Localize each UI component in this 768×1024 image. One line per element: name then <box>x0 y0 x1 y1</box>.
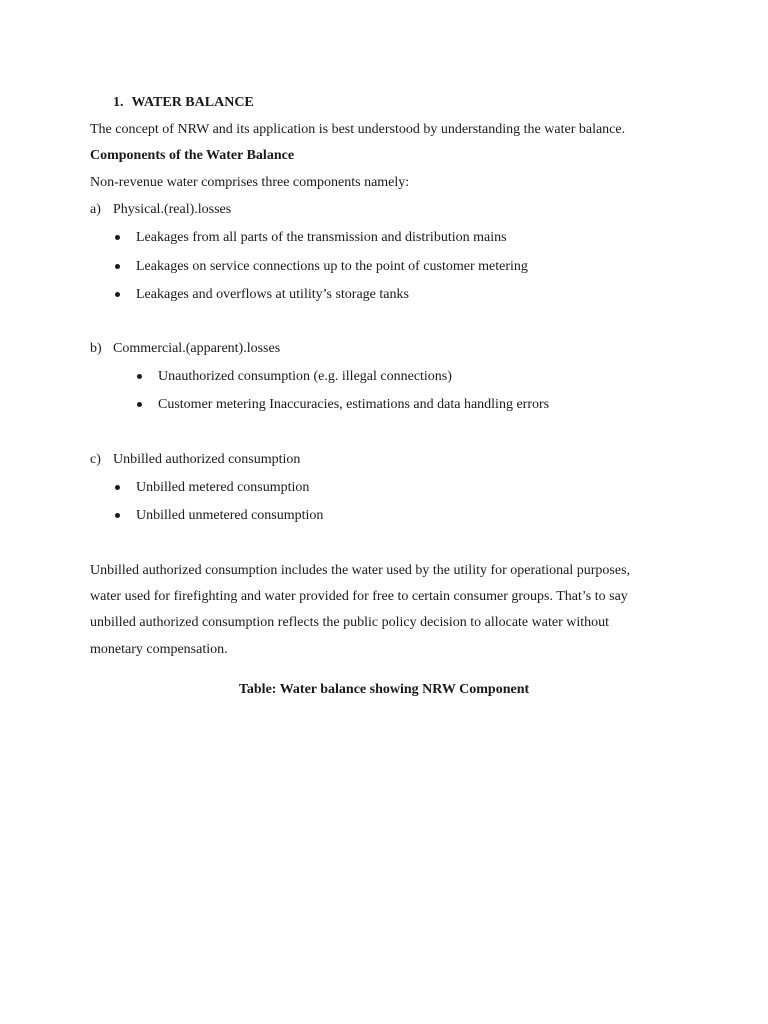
list-item: Leakages and overflows at utility’s storage tanks <box>136 287 409 302</box>
section-number: 1. <box>113 95 124 110</box>
section-a-label: Physical.(real).losses <box>113 202 232 217</box>
paragraph-line: water used for firefighting and water provided for free to certain consumer groups. That’s to say <box>90 589 628 604</box>
paragraph-line: monetary compensation. <box>90 642 228 657</box>
list-item: Leakages from all parts of the transmission and distribution mains <box>136 230 507 245</box>
list-item: Customer metering Inaccuracies, estimations and data handling errors <box>158 397 550 412</box>
section-b-marker: b) <box>90 341 102 356</box>
components-intro: Non-revenue water comprises three components namely: <box>90 175 410 190</box>
list-item: Unauthorized consumption (e.g. illegal connections) <box>158 369 452 384</box>
bullet-icon <box>137 402 142 407</box>
bullet-icon <box>115 485 120 490</box>
section-c-marker: c) <box>90 452 101 467</box>
list-item: Unbilled unmetered consumption <box>136 508 324 523</box>
paragraph-line: unbilled authorized consumption reflects the public policy decision to allocate water without <box>90 615 610 630</box>
bullet-icon <box>115 513 120 518</box>
bullet-icon <box>115 235 120 240</box>
section-b-label: Commercial.(apparent).losses <box>113 341 281 356</box>
list-item: Leakages on service connections up to the point of customer metering <box>136 259 528 274</box>
paragraph-line: Unbilled authorized consumption includes the water used by the utility for operational purposes, <box>90 563 631 578</box>
bullet-icon <box>115 264 120 269</box>
intro-text: The concept of NRW and its application is best understood by understanding the water balance. <box>90 122 626 137</box>
section-c-label: Unbilled authorized consumption <box>113 452 301 467</box>
bullet-icon <box>115 292 120 297</box>
bullet-icon <box>137 374 142 379</box>
list-item: Unbilled metered consumption <box>136 480 310 495</box>
section-a-marker: a) <box>90 202 101 217</box>
components-heading: Components of the Water Balance <box>90 148 295 163</box>
table-caption: Table: Water balance showing NRW Component <box>238 682 530 697</box>
section-heading <box>113 94 254 112</box>
section-title: WATER BALANCE <box>131 95 254 110</box>
